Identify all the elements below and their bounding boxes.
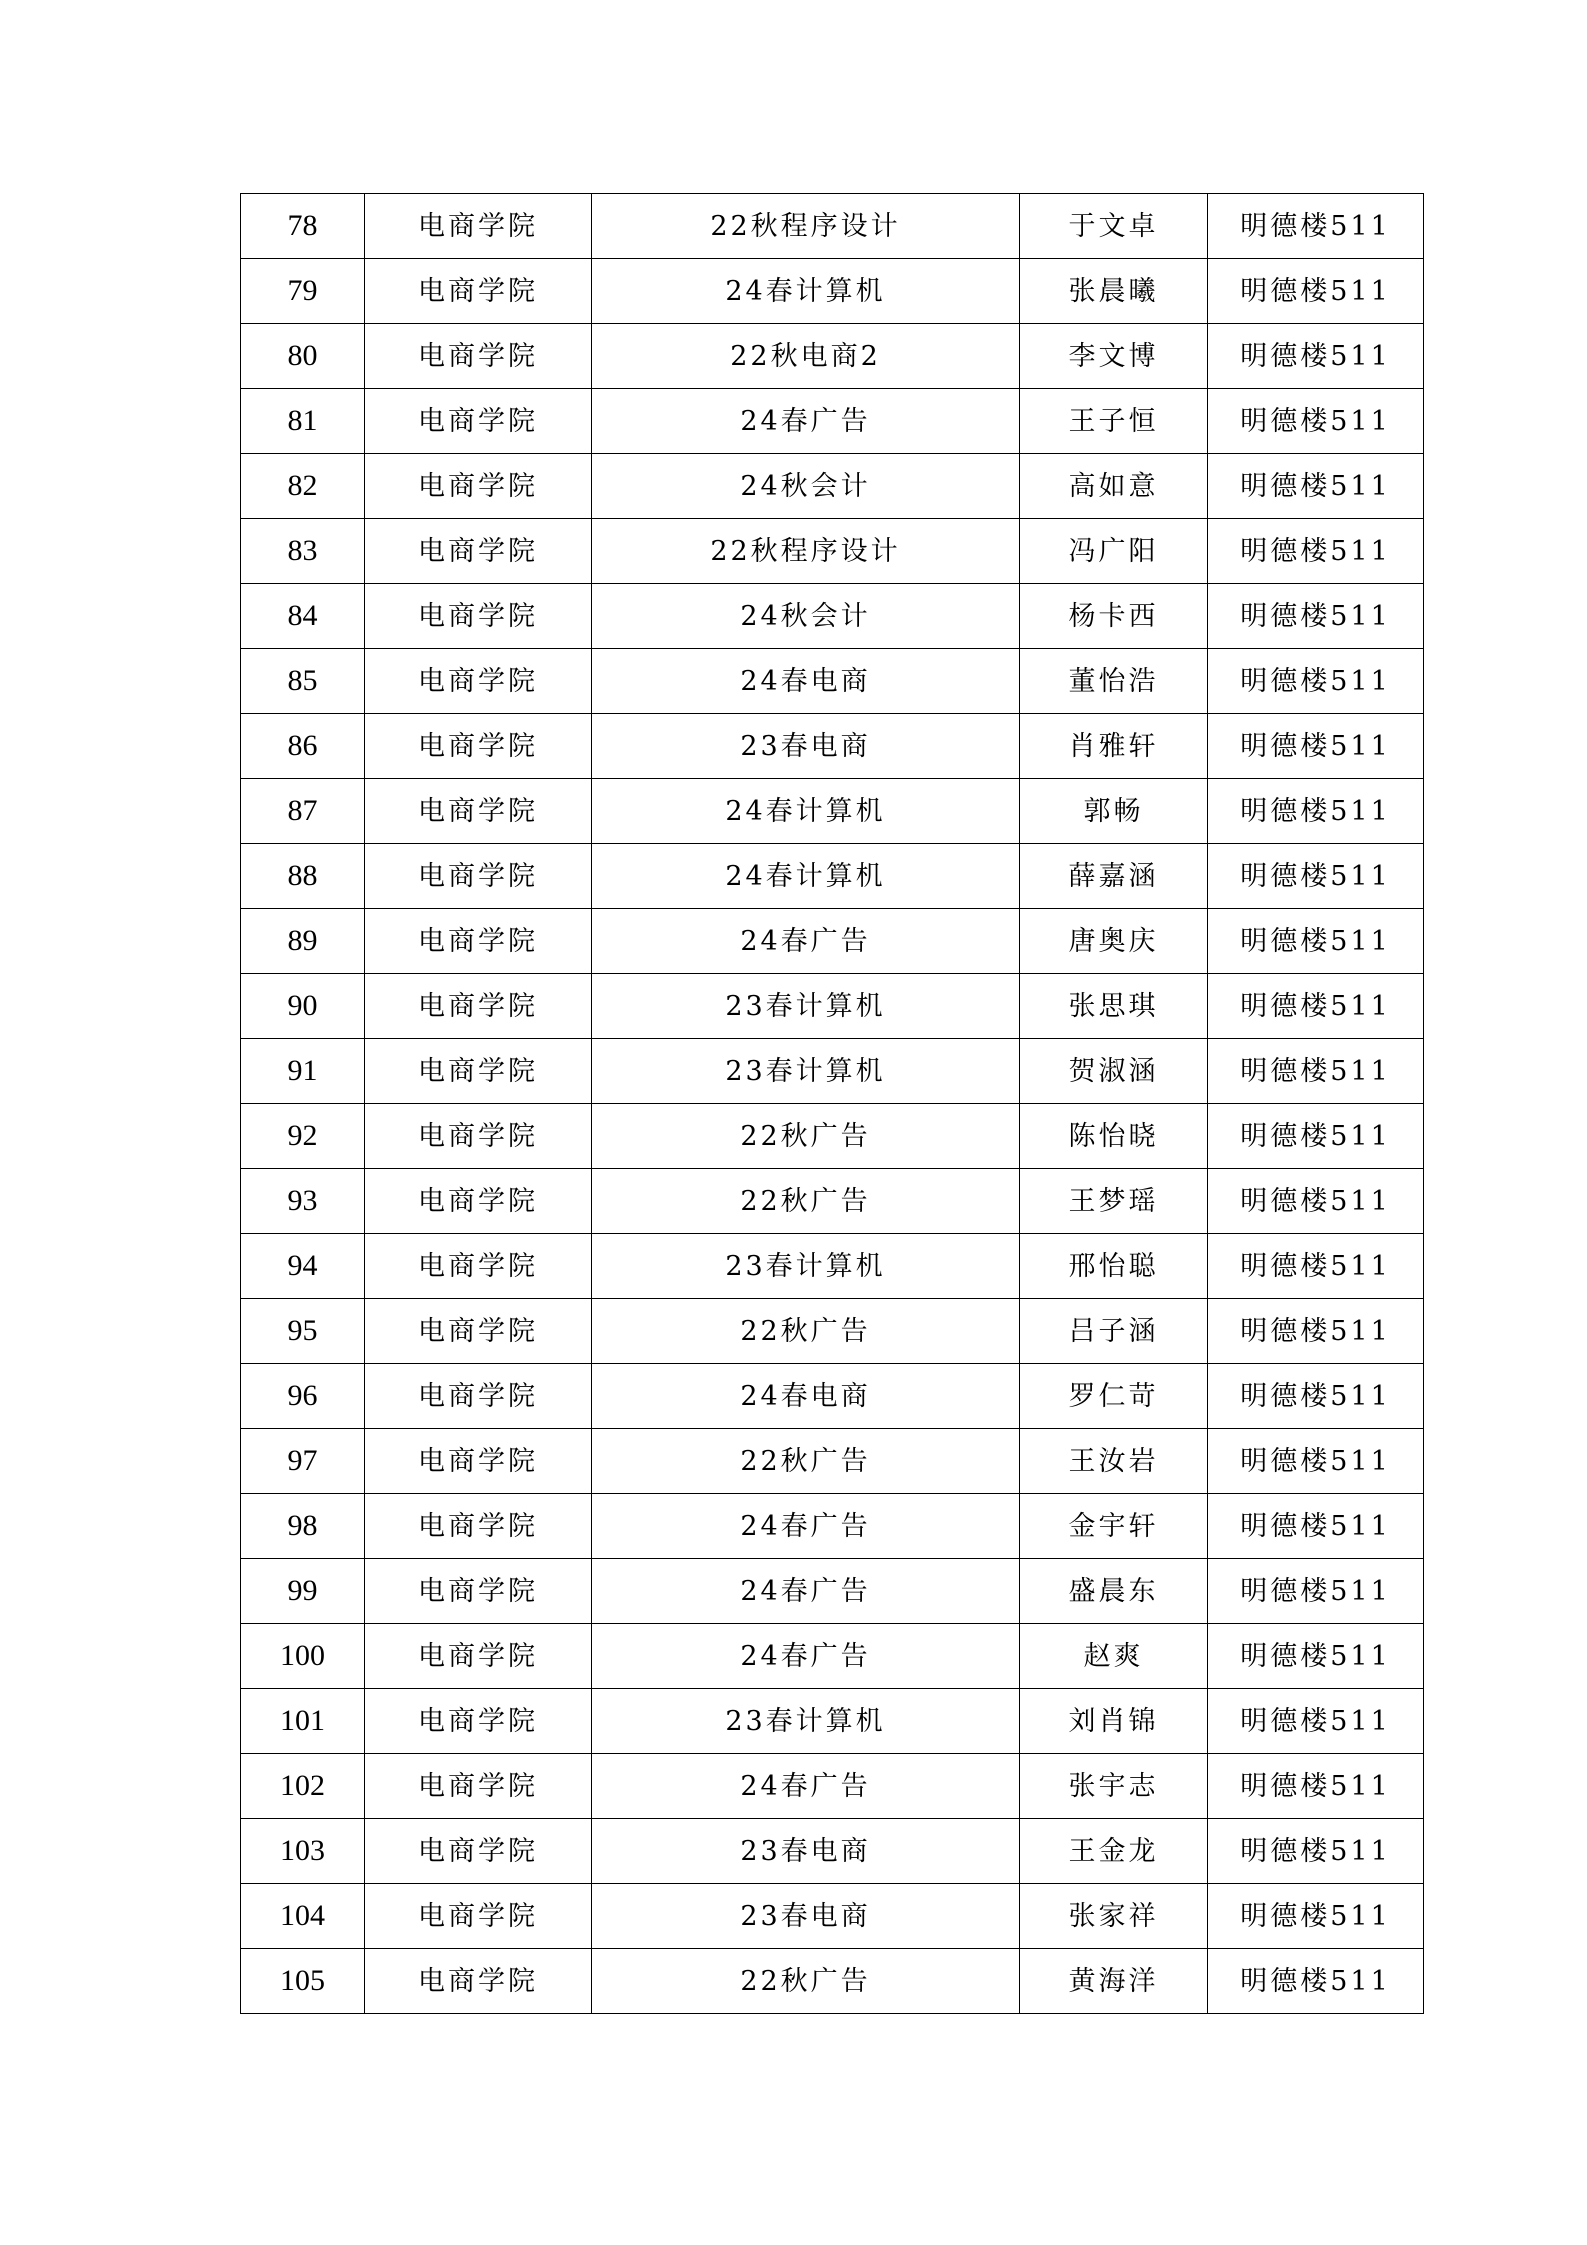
class-cell: 22秋广告 [592,1949,1020,2014]
student-name-cell: 董怡浩 [1020,649,1208,714]
class-cell: 22秋广告 [592,1299,1020,1364]
table-row [241,1169,1424,1234]
student-name-cell: 王梦瑶 [1020,1169,1208,1234]
college-cell: 电商学院 [365,1494,592,1559]
room-cell: 明德楼511 [1208,389,1424,454]
table-row [241,909,1424,974]
college-cell: 电商学院 [365,454,592,519]
row-number-cell: 83 [241,519,365,584]
college-cell: 电商学院 [365,519,592,584]
college-cell: 电商学院 [365,649,592,714]
class-cell: 24春计算机 [592,779,1020,844]
row-number-cell: 82 [241,454,365,519]
table-row [241,194,1424,259]
college-cell: 电商学院 [365,259,592,324]
student-name-cell: 邢怡聪 [1020,1234,1208,1299]
college-cell: 电商学院 [365,974,592,1039]
room-cell: 明德楼511 [1208,974,1424,1039]
college-cell: 电商学院 [365,1884,592,1949]
room-cell: 明德楼511 [1208,1234,1424,1299]
table-row [241,1754,1424,1819]
table-row [241,1624,1424,1689]
room-cell: 明德楼511 [1208,454,1424,519]
student-name-cell: 冯广阳 [1020,519,1208,584]
class-cell: 24春电商 [592,1364,1020,1429]
college-cell: 电商学院 [365,779,592,844]
class-cell: 23春计算机 [592,1039,1020,1104]
class-cell: 22秋程序设计 [592,519,1020,584]
class-cell: 22秋广告 [592,1104,1020,1169]
college-cell: 电商学院 [365,584,592,649]
row-number-cell: 79 [241,259,365,324]
student-roster-table [240,193,1424,2014]
row-number-cell: 92 [241,1104,365,1169]
roster-table-body [241,194,1424,2014]
college-cell: 电商学院 [365,714,592,779]
room-cell: 明德楼511 [1208,1754,1424,1819]
room-cell: 明德楼511 [1208,1104,1424,1169]
room-cell: 明德楼511 [1208,1559,1424,1624]
student-name-cell: 张晨曦 [1020,259,1208,324]
row-number-cell: 87 [241,779,365,844]
college-cell: 电商学院 [365,389,592,454]
table-row [241,324,1424,389]
row-number-cell: 81 [241,389,365,454]
student-name-cell: 薛嘉涵 [1020,844,1208,909]
student-name-cell: 郭畅 [1020,779,1208,844]
table-row [241,1104,1424,1169]
college-cell: 电商学院 [365,1624,592,1689]
room-cell: 明德楼511 [1208,1299,1424,1364]
table-row [241,584,1424,649]
table-row [241,1039,1424,1104]
table-row [241,714,1424,779]
student-name-cell: 黄海洋 [1020,1949,1208,2014]
class-cell: 22秋程序设计 [592,194,1020,259]
class-cell: 24春计算机 [592,844,1020,909]
row-number-cell: 98 [241,1494,365,1559]
class-cell: 24春计算机 [592,259,1020,324]
college-cell: 电商学院 [365,1819,592,1884]
row-number-cell: 80 [241,324,365,389]
room-cell: 明德楼511 [1208,194,1424,259]
room-cell: 明德楼511 [1208,779,1424,844]
row-number-cell: 91 [241,1039,365,1104]
college-cell: 电商学院 [365,1169,592,1234]
college-cell: 电商学院 [365,1754,592,1819]
row-number-cell: 78 [241,194,365,259]
table-row [241,1364,1424,1429]
room-cell: 明德楼511 [1208,1819,1424,1884]
table-row [241,1494,1424,1559]
student-name-cell: 张思琪 [1020,974,1208,1039]
room-cell: 明德楼511 [1208,1949,1424,2014]
student-name-cell: 王汝岩 [1020,1429,1208,1494]
student-name-cell: 高如意 [1020,454,1208,519]
row-number-cell: 102 [241,1754,365,1819]
row-number-cell: 96 [241,1364,365,1429]
student-name-cell: 赵爽 [1020,1624,1208,1689]
class-cell: 22秋广告 [592,1429,1020,1494]
college-cell: 电商学院 [365,1429,592,1494]
table-row [241,1429,1424,1494]
student-name-cell: 李文博 [1020,324,1208,389]
student-name-cell: 张宇志 [1020,1754,1208,1819]
room-cell: 明德楼511 [1208,909,1424,974]
student-name-cell: 金宇轩 [1020,1494,1208,1559]
row-number-cell: 93 [241,1169,365,1234]
row-number-cell: 104 [241,1884,365,1949]
student-name-cell: 肖雅轩 [1020,714,1208,779]
table-row [241,454,1424,519]
table-row [241,259,1424,324]
room-cell: 明德楼511 [1208,584,1424,649]
row-number-cell: 90 [241,974,365,1039]
college-cell: 电商学院 [365,1299,592,1364]
room-cell: 明德楼511 [1208,714,1424,779]
room-cell: 明德楼511 [1208,1429,1424,1494]
table-row [241,519,1424,584]
room-cell: 明德楼511 [1208,1364,1424,1429]
row-number-cell: 99 [241,1559,365,1624]
room-cell: 明德楼511 [1208,844,1424,909]
student-name-cell: 吕子涵 [1020,1299,1208,1364]
college-cell: 电商学院 [365,1039,592,1104]
class-cell: 24春广告 [592,1754,1020,1819]
college-cell: 电商学院 [365,1949,592,2014]
row-number-cell: 85 [241,649,365,714]
table-row [241,389,1424,454]
class-cell: 23春计算机 [592,1234,1020,1299]
student-name-cell: 刘肖锦 [1020,1689,1208,1754]
row-number-cell: 89 [241,909,365,974]
college-cell: 电商学院 [365,1559,592,1624]
student-name-cell: 陈怡晓 [1020,1104,1208,1169]
row-number-cell: 84 [241,584,365,649]
class-cell: 24春广告 [592,1494,1020,1559]
row-number-cell: 86 [241,714,365,779]
room-cell: 明德楼511 [1208,1039,1424,1104]
table-row [241,1234,1424,1299]
table-row [241,1819,1424,1884]
room-cell: 明德楼511 [1208,1689,1424,1754]
row-number-cell: 100 [241,1624,365,1689]
class-cell: 24秋会计 [592,584,1020,649]
room-cell: 明德楼511 [1208,259,1424,324]
table-row [241,1559,1424,1624]
class-cell: 23春计算机 [592,1689,1020,1754]
class-cell: 24秋会计 [592,454,1020,519]
room-cell: 明德楼511 [1208,519,1424,584]
table-row [241,1689,1424,1754]
college-cell: 电商学院 [365,194,592,259]
table-row [241,844,1424,909]
college-cell: 电商学院 [365,909,592,974]
student-name-cell: 盛晨东 [1020,1559,1208,1624]
class-cell: 24春广告 [592,1559,1020,1624]
row-number-cell: 94 [241,1234,365,1299]
room-cell: 明德楼511 [1208,649,1424,714]
table-row [241,1299,1424,1364]
room-cell: 明德楼511 [1208,324,1424,389]
student-name-cell: 王子恒 [1020,389,1208,454]
student-name-cell: 于文卓 [1020,194,1208,259]
student-name-cell: 杨卡西 [1020,584,1208,649]
table-row [241,1949,1424,2014]
room-cell: 明德楼511 [1208,1169,1424,1234]
class-cell: 22秋广告 [592,1169,1020,1234]
table-row [241,974,1424,1039]
college-cell: 电商学院 [365,1104,592,1169]
table-row [241,649,1424,714]
class-cell: 24春电商 [592,649,1020,714]
row-number-cell: 88 [241,844,365,909]
row-number-cell: 103 [241,1819,365,1884]
class-cell: 24春广告 [592,1624,1020,1689]
room-cell: 明德楼511 [1208,1884,1424,1949]
college-cell: 电商学院 [365,324,592,389]
student-name-cell: 王金龙 [1020,1819,1208,1884]
class-cell: 23春计算机 [592,974,1020,1039]
student-name-cell: 张家祥 [1020,1884,1208,1949]
class-cell: 24春广告 [592,389,1020,454]
row-number-cell: 101 [241,1689,365,1754]
row-number-cell: 97 [241,1429,365,1494]
class-cell: 23春电商 [592,1819,1020,1884]
college-cell: 电商学院 [365,1364,592,1429]
student-name-cell: 唐奥庆 [1020,909,1208,974]
class-cell: 24春广告 [592,909,1020,974]
class-cell: 23春电商 [592,1884,1020,1949]
college-cell: 电商学院 [365,1234,592,1299]
row-number-cell: 105 [241,1949,365,2014]
row-number-cell: 95 [241,1299,365,1364]
room-cell: 明德楼511 [1208,1494,1424,1559]
table-row [241,1884,1424,1949]
class-cell: 22秋电商2 [592,324,1020,389]
room-cell: 明德楼511 [1208,1624,1424,1689]
table-row [241,779,1424,844]
class-cell: 23春电商 [592,714,1020,779]
college-cell: 电商学院 [365,844,592,909]
student-name-cell: 罗仁苛 [1020,1364,1208,1429]
college-cell: 电商学院 [365,1689,592,1754]
student-name-cell: 贺淑涵 [1020,1039,1208,1104]
